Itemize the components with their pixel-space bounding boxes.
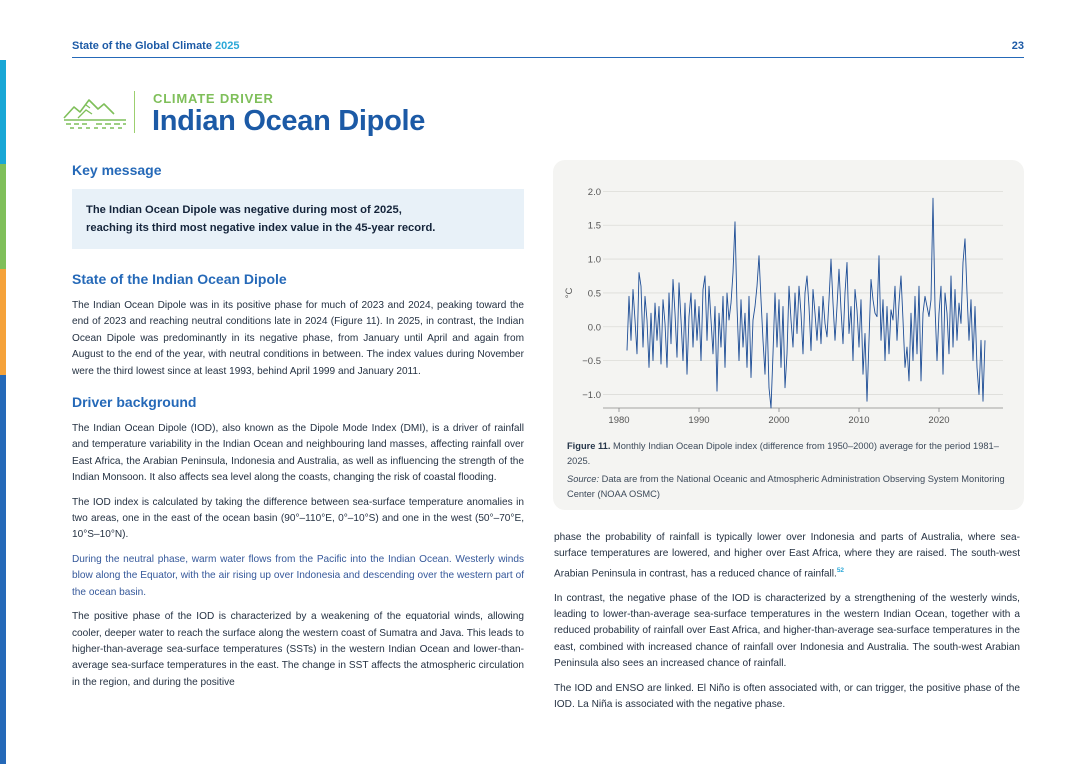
background-paragraph-6: In contrast, the negative phase of the IOD is characterized by a strengthening of the westerly winds, leading to lower-than-average sea-surface temperatures in the western Indian Ocean, together with a reduced probability of rainfall over East Africa, and higher-than-average sea-surface temperatures in the east, combined with increased chance of rainfall over Indonesia and Australia. The south-west Arabian Peninsula also sees an increased chance of rainfall. <box>554 592 1020 670</box>
state-paragraph: The Indian Ocean Dipole was in its positive phase for much of 2023 and 2024, peaking toward the end of 2023 and reaching neutral conditions late in 2024 (Figure 11). In 2025, in contrast, the Indian Ocean Dipole was predominantly in its negative phase, from January until April and again from August to the end of the year, with neutral conditions in between. The index values during November were the third lowest since at least 1993, behind April 1999 and January 2011. <box>72 300 524 377</box>
key-message-line-2: reaching its third most negative index value in the 45-year record. <box>86 222 436 234</box>
edge-tab-orange <box>0 269 6 375</box>
figure-caption-text: Monthly Indian Ocean Dipole index (difference from 1950–2000) average for the period 1981–2025. <box>567 441 999 466</box>
figure-label: Figure 11. <box>567 441 611 451</box>
x-tick-label: 1980 <box>608 415 630 426</box>
y-axis-label: °C <box>564 287 575 299</box>
y-tick-label: 0.5 <box>587 288 601 300</box>
running-header <box>72 40 1024 58</box>
key-message-box <box>72 189 524 249</box>
background-paragraph-5: phase the probability of rainfall is typically lower over Indonesia and parts of Australia, where sea-surface temperatures are lowered, and higher over East Africa, where they are raised. The south-west Arabian Peninsula in contrast, has a reduced chance of rainfall.$^{52}$ <box>554 532 1020 580</box>
y-tick-label: −1.0 <box>582 389 601 401</box>
background-paragraph-3: During the neutral phase, warm water flows from the Pacific into the Indian Ocean. Westerly winds blow along the Equator, with the air rising up over Indonesia and descending over the western part of the ocean basin. <box>72 553 524 598</box>
key-message-line-1: The Indian Ocean Dipole was negative during most of 2025, <box>86 204 402 216</box>
figure-caption <box>567 439 1007 501</box>
page-number: 23 <box>1011 40 1024 52</box>
edge-tab-navy <box>0 375 6 764</box>
title-divider <box>134 91 135 133</box>
left-column <box>72 162 524 699</box>
iod-line-chart <box>553 160 1024 430</box>
y-tick-label: 1.5 <box>587 220 601 232</box>
section-kicker: CLIMATE DRIVER <box>153 91 274 106</box>
y-tick-label: −0.5 <box>582 356 601 368</box>
state-heading: State of the Indian Ocean Dipole <box>72 271 287 287</box>
x-tick-label: 2000 <box>768 415 790 426</box>
edge-tab-blue <box>0 60 6 164</box>
background-paragraph-7: The IOD and ENSO are linked. El Niño is often associated with, or can trigger, the positive phase of the IOD. La Niña is associated with the negative phase. <box>554 682 1020 711</box>
landscape-waves-icon <box>62 92 128 132</box>
x-tick-label: 2010 <box>848 415 870 426</box>
document-title: State of the Global Climate 2025 <box>72 40 240 52</box>
driver-background-heading: Driver background <box>72 394 197 411</box>
footnote-ref[interactable]: 52 <box>836 566 845 574</box>
document-year: 2025 <box>215 40 240 52</box>
figure-source-text: Data are from the National Oceanic and Atmospheric Administration Observing System Monitoring Center (NOAA OSMC) <box>567 474 1005 499</box>
header-rule <box>72 57 1024 58</box>
right-column <box>554 530 1020 721</box>
background-paragraph-2: The IOD index is calculated by taking the difference between sea-surface temperature anomalies in two areas, one in the east of the ocean basin (90°–110°E, 0°–10°S) and one in the west (50°–70°E, 10°S–10°N). <box>72 496 524 541</box>
y-tick-label: 0.0 <box>587 322 601 334</box>
figure-source-label: Source: <box>567 474 600 484</box>
x-tick-label: 1990 <box>688 415 710 426</box>
page-title: Indian Ocean Dipole <box>152 105 426 137</box>
x-tick-label: 2020 <box>928 415 950 426</box>
iod-series-line <box>627 198 985 408</box>
y-tick-label: 1.0 <box>587 254 601 266</box>
edge-tab-green <box>0 164 6 269</box>
background-paragraph-4: The positive phase of the IOD is characterized by a weakening of the equatorial winds, allowing cooler, deeper water to reach the surface along the western coast of Sumatra and Java. This leads to higher-than-average sea-surface temperatures (SSTs) in the western Indian Ocean and lower-than-average sea-surface temperatures in the east. The change in SST affects the atmospheric circulation in the region, and during the positive <box>72 611 524 688</box>
figure-11-card <box>553 160 1024 510</box>
y-tick-label: 2.0 <box>587 186 601 198</box>
key-message-heading: Key message <box>72 162 162 178</box>
background-paragraph-1: The Indian Ocean Dipole (IOD), also known as the Dipole Mode Index (DMI), is a driver of rainfall and temperature variability in the Indian Ocean and neighbouring land masses, affecting rainfall over East Africa, the Arabian Peninsula, Indonesia and Australia, as well as influencing the strength of the Indian Monsoon. It also affects sea level along the coasts, changing the risk of coastal flooding. <box>72 423 524 484</box>
